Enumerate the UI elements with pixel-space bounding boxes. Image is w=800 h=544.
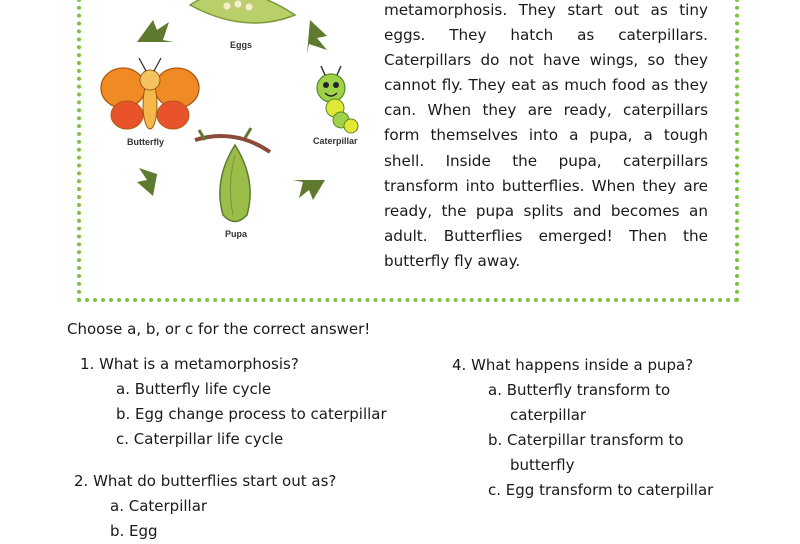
question-1-option-b[interactable]: b. Egg change process to caterpillar (116, 405, 387, 423)
question-4-option-a[interactable]: a. Butterfly transform to (488, 381, 671, 399)
pupa-icon (195, 128, 270, 222)
question-2-option-b[interactable]: b. Egg (110, 522, 158, 540)
label-eggs: Eggs (230, 40, 253, 50)
question-2-prompt: 2. What do butterflies start out as? (74, 472, 337, 490)
label-butterfly: Butterfly (127, 137, 165, 147)
story-passage (384, 0, 708, 274)
question-1-prompt: 1. What is a metamorphosis? (80, 355, 299, 373)
butterfly-icon (101, 58, 199, 129)
question-2-option-a[interactable]: a. Caterpillar (110, 497, 208, 515)
question-1-option-c[interactable]: c. Caterpillar life cycle (116, 430, 284, 448)
story-text: metamorphosis. They start out as tiny eggs. They hatch as caterpillars. Caterpillars do not have wings, so they cannot fly. They eat as much food as they can. When they are ready, caterpillars form themselves into a pupa, a tough shell. Inside the pupa, caterpillars transform into butterflies. When they are ready, the pupa splits and becomes an adult. Butterflies emerged! Then the butterfly fly away. (384, 1, 708, 270)
life-cycle-diagram (95, 0, 375, 300)
question-4-option-b[interactable]: b. Caterpillar transform to (488, 431, 684, 449)
question-4-prompt: 4. What happens inside a pupa? (452, 356, 694, 374)
caterpillar-icon (317, 66, 358, 133)
label-pupa: Pupa (225, 229, 248, 239)
question-4-option-a-cont[interactable]: caterpillar (510, 406, 587, 424)
label-caterpillar: Caterpillar (313, 136, 358, 146)
question-4 (452, 353, 713, 503)
question-1-option-a[interactable]: a. Butterfly life cycle (116, 380, 272, 398)
question-4-option-c[interactable]: c. Egg transform to caterpillar (488, 481, 714, 499)
question-4-option-b-cont[interactable]: butterfly (510, 456, 575, 474)
leaf-eggs-icon (190, 0, 295, 23)
question-1 (80, 352, 387, 452)
instructions: Choose a, b, or c for the correct answer! (67, 320, 371, 338)
